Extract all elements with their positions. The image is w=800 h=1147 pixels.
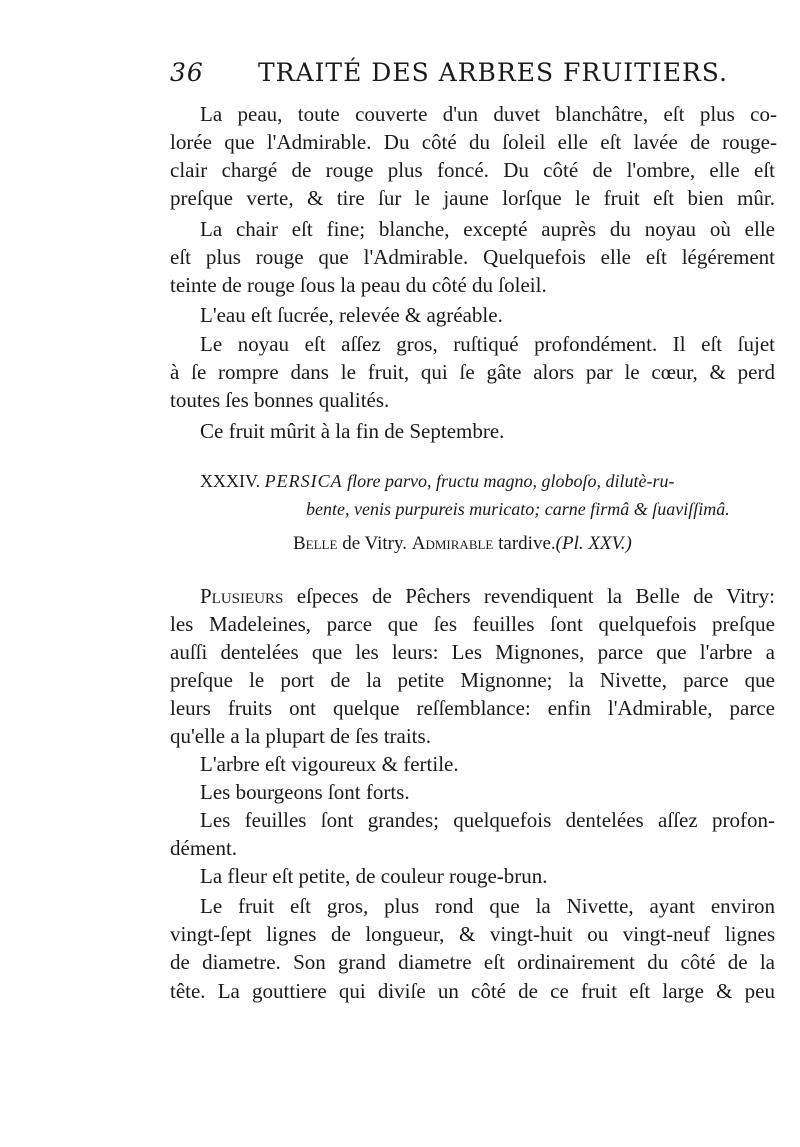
text-line: qu'elle a la plupart de ſes traits. — [170, 724, 431, 748]
text-line: auſſi dentelées que les leurs: Les Mignones, parce que l'arbre a — [170, 640, 775, 664]
text-line: clair chargé de rouge plus foncé. Du côté de l'ombre, elle eſt — [170, 158, 775, 182]
plate-reference: (Pl. XXV.) — [555, 533, 632, 554]
variety-heading — [293, 530, 723, 558]
text-line: les Madeleines, parce que ſes feuilles ſont quelquefois preſque — [170, 612, 775, 636]
text-line: La peau, toute couverte d'un duvet blanchâtre, eſt plus co- — [200, 102, 777, 126]
text-line: preſque verte, & tire ſur le jaune lorſque le fruit eſt bien mûr. — [170, 186, 775, 210]
variety-name-rest: de Vitry. — [337, 533, 408, 554]
roman-numeral: XXXIV. — [200, 471, 261, 491]
text-line: leurs fruits ont quelque reſſemblance: enfin l'Admirable, parce — [170, 696, 775, 720]
latin-text: bente, venis purpureis muricato; carne firmâ & ſuaviſſimâ. — [306, 499, 730, 519]
text-line: tête. La gouttiere qui diviſe un côté de ce fruit eſt large & peu — [170, 979, 775, 1003]
paragraph-lead: Plusieurs — [200, 584, 284, 608]
page-header — [170, 58, 730, 92]
text-line: L'eau eſt ſucrée, relevée & agréable. — [200, 303, 503, 327]
alt-name-first: Admirable — [411, 533, 494, 554]
text-line: dément. — [170, 836, 238, 860]
text-line: à ſe rompre dans le fruit, qui ſe gâte alors par le cœur, & perd — [170, 360, 775, 384]
latin-description-line-2 — [306, 496, 730, 522]
text-line: teinte de rouge ſous la peau du côté du ſoleil. — [170, 273, 547, 297]
text-line: Les bourgeons ſont forts. — [200, 780, 410, 804]
text-line: preſque le port de la petite Mignonne; la Nivette, parce que — [170, 668, 775, 692]
text-line: La fleur eſt petite, de couleur rouge-brun. — [200, 864, 548, 888]
text-line: de diametre. Son grand diametre eſt ordinairement du côté de la — [170, 950, 775, 974]
text-line: vingt-ſept lignes de longueur, & vingt-huit ou vingt-neuf lignes — [170, 922, 775, 946]
text-span: eſpeces de Pêchers revendiquent la Belle de Vitry: — [283, 584, 775, 608]
running-title: TRAITÉ DES ARBRES FRUITIERS. — [258, 58, 728, 87]
text-line: L'arbre eſt vigoureux & fertile. — [200, 752, 459, 776]
variety-name-first: Belle — [293, 533, 338, 554]
text-line: Ce fruit mûrit à la fin de Septembre. — [200, 419, 505, 443]
alt-name-rest: tardive. — [493, 533, 556, 554]
text-line: Les feuilles ſont grandes; quelquefois dentelées aſſez profon- — [200, 808, 775, 832]
latin-genus: PERSICA — [264, 471, 343, 491]
text-line: Le fruit eſt gros, plus rond que la Nivette, ayant environ — [200, 894, 775, 918]
page-number: 36 — [170, 58, 204, 87]
latin-description-line-1 — [200, 468, 775, 494]
text-line — [200, 582, 775, 610]
text-line: Le noyau eſt aſſez gros, ruſtiqué profondément. Il eſt ſujet — [200, 332, 775, 356]
latin-text: flore parvo, fructu magno, globoſo, dilutè-ru- — [347, 471, 675, 491]
text-line: toutes ſes bonnes qualités. — [170, 388, 390, 412]
text-line: eſt plus rouge que l'Admirable. Quelquefois elle eſt légérement — [170, 245, 775, 269]
text-line: lorée que l'Admirable. Du côté du ſoleil elle eſt lavée de rouge- — [170, 130, 777, 154]
text-line: La chair eſt fine; blanche, excepté auprès du noyau où elle — [200, 217, 775, 241]
